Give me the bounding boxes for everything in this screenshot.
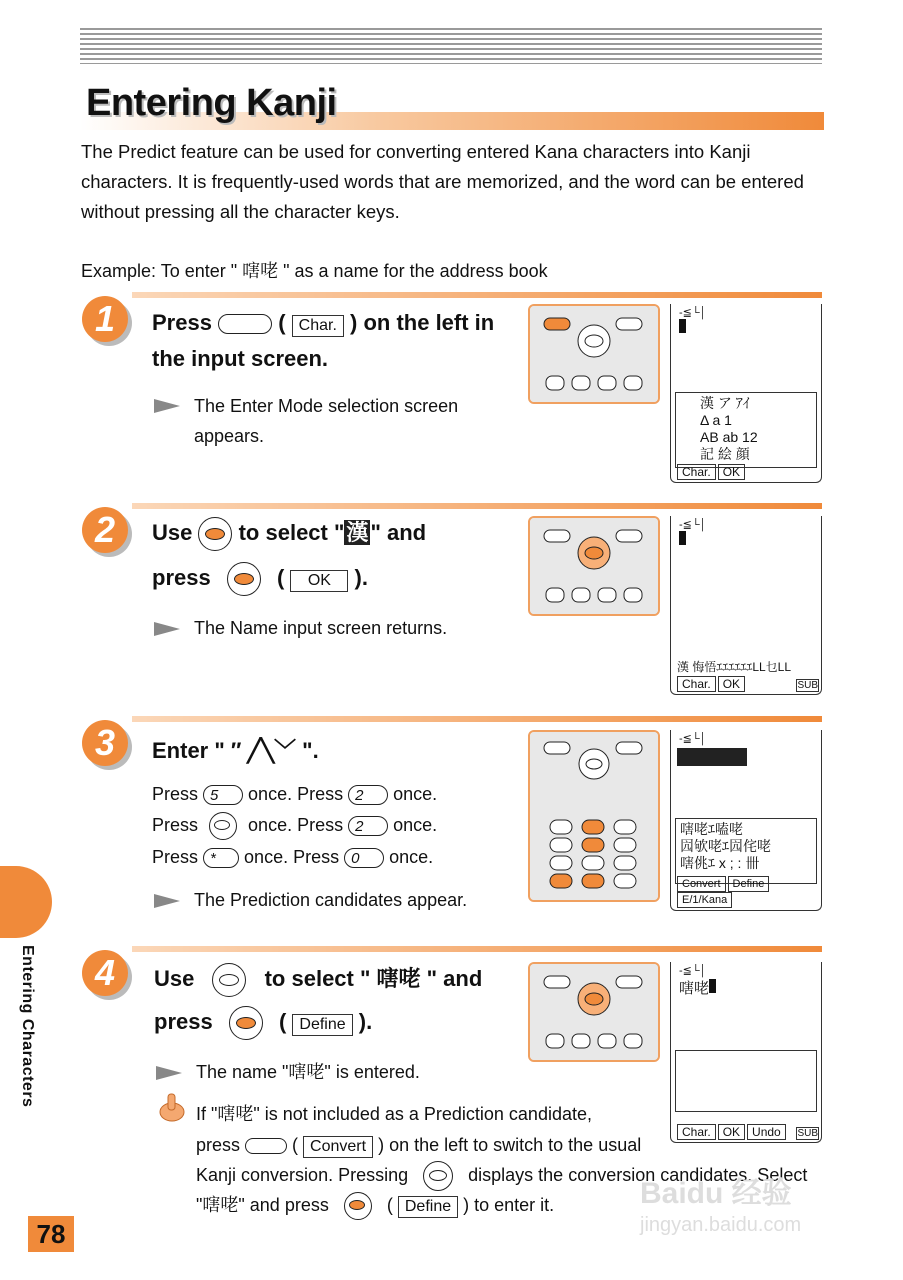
step-3-row-1: Press 5 once. Press 2 once. xyxy=(152,784,438,805)
screen-1: -≦└│ 漢 ア ｱｲ Δ a 1 AB ab 12 記 絵 顔 Char. OK xyxy=(670,304,822,483)
step-4-number: 4 xyxy=(82,950,128,996)
step-2-heading-2: press ( OK ). xyxy=(152,562,368,596)
key-2-icon: 2 xyxy=(348,816,388,836)
step-4-heading: Use to select " 嗐咾 " and xyxy=(154,962,482,997)
phone-keypad-4 xyxy=(528,962,660,1062)
char-softkey-label: Char. xyxy=(292,315,344,337)
step-3-result: The Prediction candidates appear. xyxy=(154,885,467,915)
soft-key-left-icon xyxy=(245,1138,287,1154)
step-4-note-1: If "嗐咾" is not included as a Prediction candidate, xyxy=(196,1104,592,1124)
center-key-icon xyxy=(229,1006,263,1040)
symbol-candidates xyxy=(675,1050,817,1112)
step-3-number: 3 xyxy=(82,720,128,766)
screen-1-softkeys: Char. OK xyxy=(677,464,747,480)
header-stripes xyxy=(80,28,822,64)
key-5-icon: 5 xyxy=(203,785,243,805)
convert-softkey-label: Convert xyxy=(303,1136,373,1158)
step-3-heading: Enter " ″ ╱╲﹀ ". xyxy=(152,738,319,763)
key-2-icon: 2 xyxy=(348,785,388,805)
screen-4: -≦└│ 嗐咾 Char. OK Undo SUB xyxy=(670,962,822,1143)
prediction-candidates: 嗐咾ｴ嗑咾 囥欨咾ｴ囥侘咾 嗐佻ｴ x ; : 卌 xyxy=(675,818,817,884)
sub-badge: SUB xyxy=(797,680,818,691)
step-4-note-4: "嗐咾" and press ( Define ) to enter it. xyxy=(196,1190,554,1220)
intro-text: The Predict feature can be used for converting entered Kana characters into Kanji characters. It is frequently-used words that are memorized, and the word can be entered without pressing all the character keys. xyxy=(81,141,804,222)
kanji-mode-icon: 漢 xyxy=(346,520,369,545)
soft-key-left-icon xyxy=(218,314,272,334)
key-star-icon: * xyxy=(203,848,239,868)
step-4-bar xyxy=(132,946,822,952)
step-1-result: The Enter Mode selection screen appears. xyxy=(154,391,494,451)
nav-key-icon xyxy=(198,517,232,551)
sub-badge: SUB xyxy=(797,1128,818,1139)
page-title: Entering Kanji xyxy=(86,82,337,124)
phone-keypad-1 xyxy=(528,304,660,404)
step-4-note-3: Kanji conversion. Pressing displays the conversion candidates. Select xyxy=(196,1160,807,1191)
step-4-result: The name "嗐咾" is entered. xyxy=(156,1057,420,1087)
ok-softkey-label: OK xyxy=(290,570,348,592)
screen-3: -≦└│ 嗐咾ｴ嗑咾 囥欨咾ｴ囥侘咾 嗐佻ｴ x ; : 卌 Convert DefineE/1/Kana xyxy=(670,730,822,911)
screen-2-softkeys: Char. OK xyxy=(677,676,747,692)
define-softkey-label: Define xyxy=(292,1014,352,1036)
step-2-result: The Name input screen returns. xyxy=(154,613,447,643)
result-arrow-icon xyxy=(154,399,180,413)
key-0-icon: 0 xyxy=(344,848,384,868)
phone-keypad-3 xyxy=(528,730,660,902)
input-highlight xyxy=(677,748,747,766)
watermark: Baidu 经验 xyxy=(640,1177,792,1210)
center-key-icon xyxy=(227,562,261,596)
step-4-note-2: press ( Convert ) on the left to switch to the usual xyxy=(196,1130,641,1160)
phone-keypad-2 xyxy=(528,516,660,616)
step-3-bar xyxy=(132,716,822,722)
nav-right-icon xyxy=(209,812,237,840)
step-1-heading-2: the input screen. xyxy=(152,346,329,371)
screen-2: -≦└│ 漢 悔悟ｴｴｴｴｴｴLL乜LL Char. OK SUB xyxy=(670,516,822,695)
screen-4-softkeys: Char. OK Undo xyxy=(677,1124,788,1140)
step-3-row-3: Press * once. Press 0 once. xyxy=(152,847,434,868)
result-arrow-icon xyxy=(154,894,180,908)
hint-hand-icon xyxy=(158,1092,186,1122)
nav-key-icon xyxy=(423,1161,453,1191)
page-number: 78 xyxy=(28,1216,74,1252)
nav-key-icon xyxy=(212,963,246,997)
watermark-url: jingyan.baidu.com xyxy=(640,1214,802,1236)
screen-2-status: 漢 悔悟ｴｴｴｴｴｴLL乜LL xyxy=(677,660,792,674)
enter-mode-grid: 漢 ア ｱｲ Δ a 1 AB ab 12 記 絵 顔 xyxy=(675,392,817,468)
section-tab xyxy=(0,866,52,938)
step-3-row-2: Press once. Press 2 once. xyxy=(152,810,437,840)
result-arrow-icon xyxy=(154,622,180,636)
step-2-bar xyxy=(132,503,822,509)
step-1-number: 1 xyxy=(82,296,128,342)
step-1-heading: Press ( Char. ) on the left in xyxy=(152,310,495,335)
define-softkey-label: Define xyxy=(398,1196,458,1218)
screen-3-softkeys: Convert DefineE/1/Kana xyxy=(677,876,821,908)
step-2-number: 2 xyxy=(82,507,128,553)
step-4-heading-2: press ( Define ). xyxy=(154,1006,372,1040)
center-key-icon xyxy=(344,1192,372,1220)
section-label: Entering Characters xyxy=(19,945,36,1108)
step-2-heading: Use to select "漢" and xyxy=(152,516,426,551)
example-text: Example: To enter " 嗐咾 " as a name for the address book xyxy=(81,261,548,281)
result-arrow-icon xyxy=(156,1066,182,1080)
step-1-bar xyxy=(132,292,822,298)
